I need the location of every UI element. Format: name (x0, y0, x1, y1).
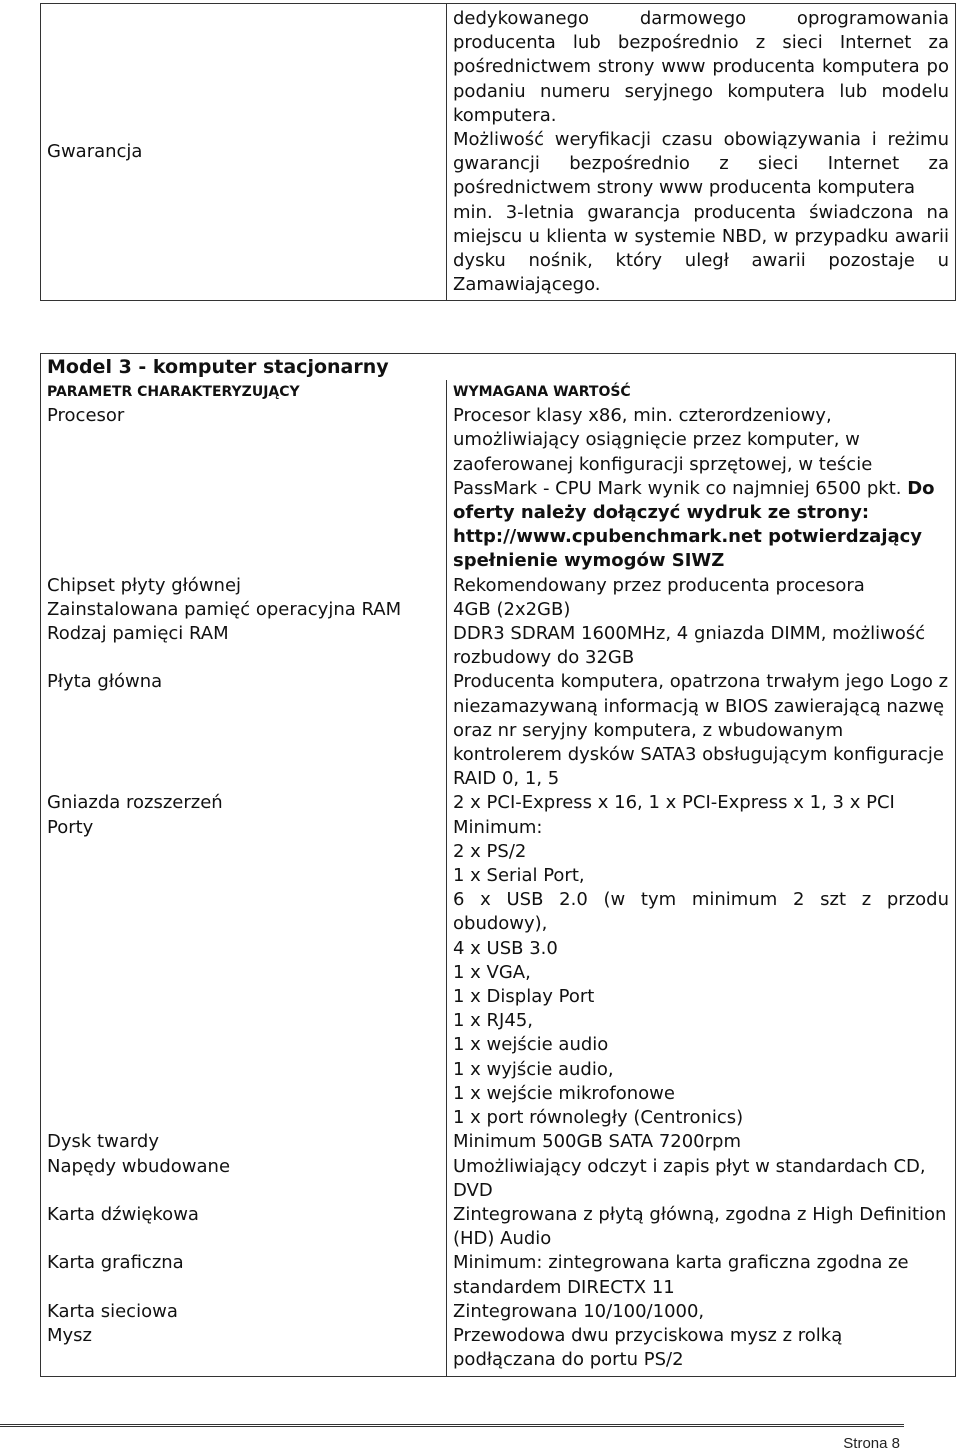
warranty-text-1: dedykowanego darmowego oprogramowania producenta lub bezpośrednio z sieci Internet za pośrednictwem strony www producenta komputera po podaniu numeru seryjnego komputera lub modelu komputera. (453, 8, 949, 126)
port-line: 1 x Display Port (453, 986, 595, 1008)
param-cell: Napędy wbudowane (41, 1155, 447, 1203)
param-cell: Karta dźwiękowa (41, 1203, 447, 1251)
param-cell: Mysz (41, 1324, 447, 1377)
param-cell: Karta graficzna (41, 1251, 447, 1299)
param-cell: Gniazda rozszerzeń (41, 791, 447, 815)
spec-title (41, 354, 956, 381)
table-row (41, 1203, 956, 1251)
value-cell: Minimum 500GB SATA 7200rpm (447, 1130, 956, 1154)
spec-table (40, 353, 956, 1377)
table-row (41, 1324, 956, 1377)
value-cell: DDR3 SDRAM 1600MHz, 4 gniazda DIMM, możliwość rozbudowy do 32GB (447, 622, 956, 670)
value-cell: 2 x PCI-Express x 16, 1 x PCI-Express x 1, 3 x PCI (447, 791, 956, 815)
column-header-param: PARAMETR CHARAKTERYZUJĄCY (41, 380, 447, 404)
table-row (41, 670, 956, 791)
warranty-row (41, 4, 956, 301)
port-line: 1 x VGA, (453, 961, 531, 983)
table-row (41, 622, 956, 670)
warranty-value (447, 4, 956, 301)
param-cell: Płyta główna (41, 670, 447, 791)
table-row (41, 1300, 956, 1324)
footer-divider (0, 1424, 904, 1427)
table-row (41, 598, 956, 622)
warranty-text-3: min. 3-letnia gwarancja producenta świadczona na miejscu u klienta w systemie NBD, w przypadku awarii dysku nośnik, który uległ awarii pozostaje u Zamawiającego. (453, 201, 949, 296)
table-row (41, 1130, 956, 1154)
warranty-label: Gwarancja (41, 4, 447, 301)
value-cell: Rekomendowany przez producenta procesora (447, 574, 956, 598)
table-row (41, 404, 956, 573)
value-cell (447, 816, 956, 1131)
port-line: 1 x RJ45, (453, 1010, 533, 1032)
port-line: 1 x wyjście audio, (453, 1058, 614, 1080)
port-line: Minimum: (453, 816, 543, 838)
table-row (41, 1155, 956, 1203)
spec-header-row (41, 380, 956, 404)
table-row (41, 574, 956, 598)
table-row (41, 1251, 956, 1299)
param-cell: Procesor (41, 404, 447, 573)
port-line: 1 x wejście audio (453, 1034, 609, 1056)
page-number: Strona 8 (843, 1435, 900, 1452)
value-cell: Przewodowa dwu przyciskowa mysz z rolką podłączana do portu PS/2 (447, 1324, 956, 1377)
warranty-text-2: Możliwość weryfikacji czasu obowiązywania i reżimu gwarancji bezpośrednio z sieci Internet za pośrednictwem strony www producenta komputera (453, 129, 949, 199)
port-line: 4 x USB 3.0 (453, 937, 558, 959)
value-cell: Producenta komputera, opatrzona trwałym jego Logo z niezamazywaną informacją w BIOS zawierającą nazwę oraz nr seryjny komputera, z wbudowanym kontrolerem dysków SATA3 obsługującym konfiguracje RAID 0, 1, 5 (447, 670, 956, 791)
value-text: Procesor klasy x86, min. czterordzeniowy, umożliwiający osiągnięcie przez komputer, w zaoferowanej konfiguracji sprzętowej, w teście PassMark - CPU Mark wynik co najmniej 6500 pkt. (453, 405, 902, 499)
column-header-value: WYMAGANA WARTOŚĆ (447, 380, 956, 404)
param-cell: Porty (41, 816, 447, 1131)
param-cell: Karta sieciowa (41, 1300, 447, 1324)
param-cell: Dysk twardy (41, 1130, 447, 1154)
table-row (41, 816, 956, 1131)
port-line: 2 x PS/2 (453, 840, 527, 862)
value-cell: Zintegrowana 10/100/1000, (447, 1300, 956, 1324)
value-cell: Zintegrowana z płytą główną, zgodna z High Definition (HD) Audio (447, 1203, 956, 1251)
value-cell: Umożliwiający odczyt i zapis płyt w standardach CD, DVD (447, 1155, 956, 1203)
value-cell: Minimum: zintegrowana karta graficzna zgodna ze standardem DIRECTX 11 (447, 1251, 956, 1299)
port-line: 1 x port równoległy (Centronics) (453, 1107, 744, 1129)
port-line: 1 x Serial Port, (453, 865, 585, 887)
model-title: Model 3 - komputer stacjonarny (47, 356, 389, 378)
warranty-table (40, 3, 956, 301)
param-cell: Chipset płyty głównej (41, 574, 447, 598)
value-bold-note: Do oferty należy dołączyć wydruk ze strony: http://www.cpubenchmark.net potwierdzający spełnienie wymogów SIWZ (453, 477, 935, 572)
value-cell: 4GB (2x2GB) (447, 598, 956, 622)
param-cell: Zainstalowana pamięć operacyjna RAM (41, 598, 447, 622)
value-cell (447, 404, 956, 573)
spec-title-row (41, 354, 956, 381)
param-cell: Rodzaj pamięci RAM (41, 622, 447, 670)
port-line: 1 x wejście mikrofonowe (453, 1082, 675, 1104)
table-row (41, 791, 956, 815)
port-line: 6 x USB 2.0 (w tym minimum 2 szt z przodu obudowy), (453, 889, 949, 935)
